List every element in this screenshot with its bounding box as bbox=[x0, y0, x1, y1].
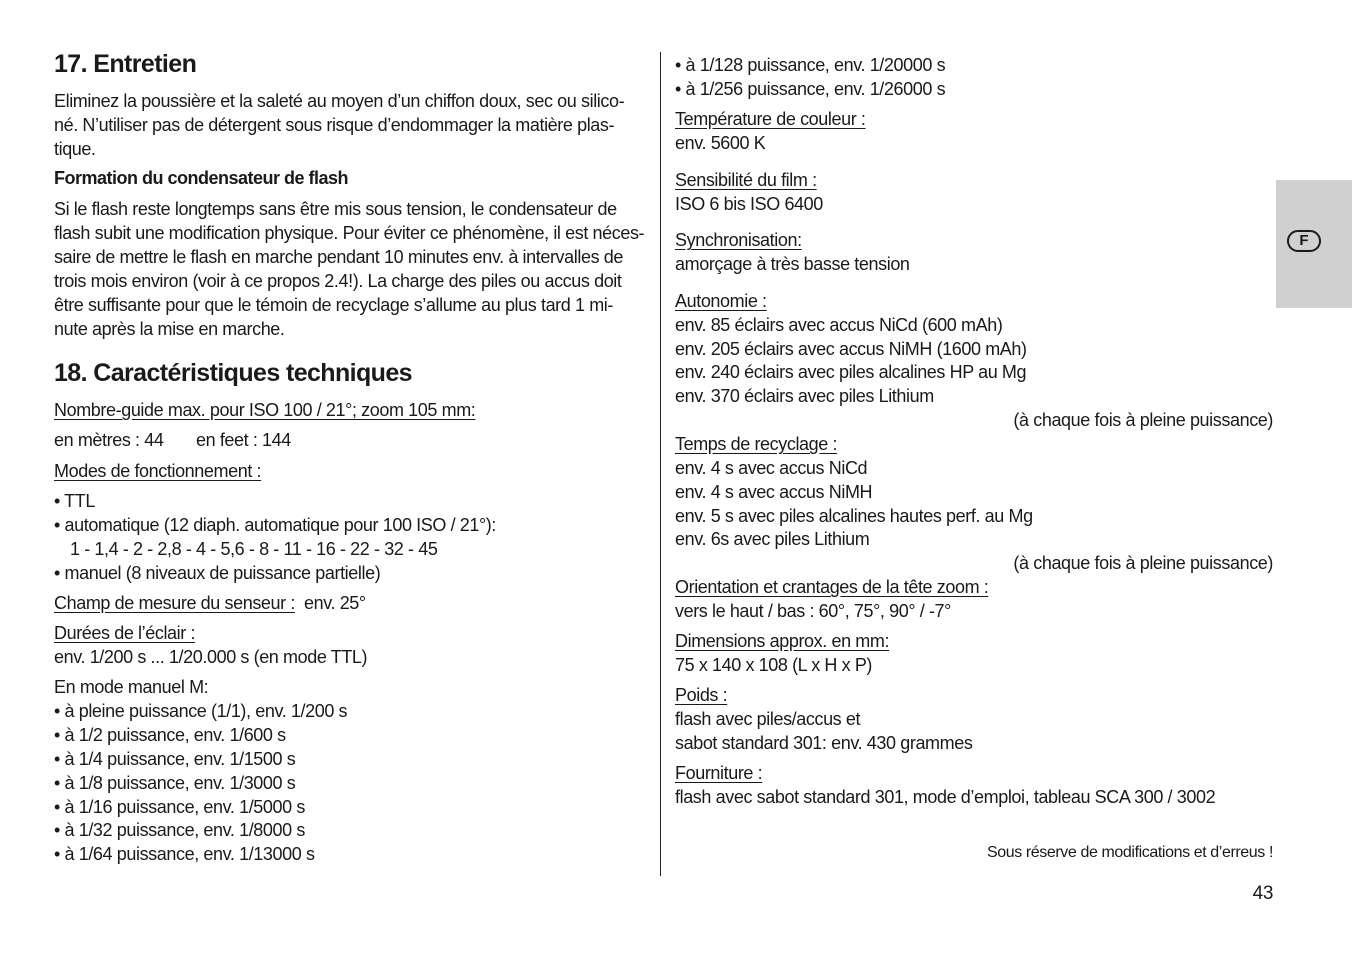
capacitor-line-3: saire de mettre le flash en marche pendant 10 minutes env. à intervalles de bbox=[54, 247, 624, 267]
page-number: 43 bbox=[1252, 883, 1273, 904]
sensor-field-value: env. 25° bbox=[304, 593, 366, 613]
manual-mode-label: En mode manuel M: bbox=[54, 677, 209, 697]
manual-item: • à 1/2 puissance, env. 1/600 s bbox=[54, 725, 286, 745]
sync-label: Synchronisation: bbox=[675, 230, 802, 250]
section-18-title: 18. Caractéristiques techniques bbox=[54, 359, 412, 387]
capacitor-line-2: flash subit une modification physique. Pour éviter ce phénomène, il est néces- bbox=[54, 223, 645, 243]
dimensions-label: Dimensions approx. en mm: bbox=[675, 631, 890, 651]
recycle-item: env. 4 s avec accus NiMH bbox=[675, 482, 873, 502]
flash-duration-value: env. 1/200 s ... 1/20.000 s (en mode TTL) bbox=[54, 647, 368, 667]
film-sensitivity-value: ISO 6 bis ISO 6400 bbox=[675, 194, 823, 214]
weight-label: Poids : bbox=[675, 685, 728, 705]
mode-item: • manuel (8 niveaux de puissance partielle) bbox=[54, 563, 381, 583]
autonomy-note: (à chaque fois à pleine puissance) bbox=[1013, 410, 1273, 430]
capacitor-subtitle: Formation du condensateur de flash bbox=[54, 168, 349, 188]
weight-item: flash avec piles/accus et bbox=[675, 709, 861, 729]
recycle-item: env. 6s avec piles Lithium bbox=[675, 529, 870, 549]
section-17-title: 17. Entretien bbox=[54, 50, 197, 78]
recycle-item: env. 5 s avec piles alcalines hautes perf. au Mg bbox=[675, 506, 1033, 526]
recycle-item: env. 4 s avec accus NiCd bbox=[675, 458, 868, 478]
guide-number-meters: en mètres : 44 bbox=[54, 430, 164, 450]
color-temperature-label: Température de couleur : bbox=[675, 109, 866, 129]
sensor-field-label: Champ de mesure du senseur : bbox=[54, 593, 295, 613]
maintenance-line-2: né. N’utiliser pas de détergent sous risque d’endommager la matière plas- bbox=[54, 115, 615, 135]
dimensions-value: 75 x 140 x 108 (L x H x P) bbox=[675, 655, 873, 675]
manual-item: • à 1/8 puissance, env. 1/3000 s bbox=[54, 773, 296, 793]
mode-item: • automatique (12 diaph. automatique pour 100 ISO / 21°): bbox=[54, 515, 496, 535]
weight-item: sabot standard 301: env. 430 grammes bbox=[675, 733, 973, 753]
manual-item: • à 1/64 puissance, env. 1/13000 s bbox=[54, 844, 315, 864]
maintenance-line-3: tique. bbox=[54, 139, 96, 159]
aperture-series: 1 - 1,4 - 2 - 2,8 - 4 - 5,6 - 8 - 11 - 16 - 22 - 32 - 45 bbox=[70, 539, 438, 559]
maintenance-line-1: Eliminez la poussière et la saleté au moyen d’un chiffon doux, sec ou silico- bbox=[54, 91, 625, 111]
manual-item: • à 1/32 puissance, env. 1/8000 s bbox=[54, 820, 305, 840]
film-sensitivity-label: Sensibilité du film : bbox=[675, 170, 817, 190]
manual-item: • à pleine puissance (1/1), env. 1/200 s bbox=[54, 701, 348, 721]
orientation-label: Orientation et crantages de la tête zoom : bbox=[675, 577, 989, 597]
guide-number-label: Nombre-guide max. pour ISO 100 / 21°; zoom 105 mm: bbox=[54, 400, 476, 420]
mode-item: • TTL bbox=[54, 491, 95, 511]
flash-duration-label: Durées de l’éclair : bbox=[54, 623, 196, 643]
autonomy-item: env. 240 éclairs avec piles alcalines HP au Mg bbox=[675, 362, 1027, 382]
recycle-note: (à chaque fois à pleine puissance) bbox=[1013, 553, 1273, 573]
orientation-value: vers le haut / bas : 60°, 75°, 90° / -7° bbox=[675, 601, 951, 621]
capacitor-line-1: Si le flash reste longtemps sans être mis sous tension, le condensateur de bbox=[54, 199, 617, 219]
manual-item: • à 1/4 puissance, env. 1/1500 s bbox=[54, 749, 296, 769]
sync-value: amorçage à très basse tension bbox=[675, 254, 910, 274]
autonomy-label: Autonomie : bbox=[675, 291, 767, 311]
modes-label: Modes de fonctionnement : bbox=[54, 461, 262, 481]
column-divider bbox=[660, 52, 661, 876]
supply-value: flash avec sabot standard 301, mode d’emploi, tableau SCA 300 / 3002 bbox=[675, 787, 1216, 807]
autonomy-item: env. 370 éclairs avec piles Lithium bbox=[675, 386, 934, 406]
autonomy-item: env. 205 éclairs avec accus NiMH (1600 mAh) bbox=[675, 339, 1027, 359]
manual-item-continued: • à 1/128 puissance, env. 1/20000 s bbox=[675, 55, 946, 75]
capacitor-line-6: nute après la mise en marche. bbox=[54, 319, 285, 339]
capacitor-line-5: être suffisante pour que le témoin de recyclage s’allume au plus tard 1 mi- bbox=[54, 295, 613, 315]
recycle-time-label: Temps de recyclage : bbox=[675, 434, 838, 454]
manual-item: • à 1/16 puissance, env. 1/5000 s bbox=[54, 797, 305, 817]
autonomy-item: env. 85 éclairs avec accus NiCd (600 mAh) bbox=[675, 315, 1003, 335]
color-temperature-value: env. 5600 K bbox=[675, 133, 766, 153]
manual-item-continued: • à 1/256 puissance, env. 1/26000 s bbox=[675, 79, 946, 99]
supply-label: Fourniture : bbox=[675, 763, 763, 783]
language-badge: F bbox=[1287, 230, 1321, 252]
disclaimer: Sous réserve de modifications et d’erreus ! bbox=[986, 844, 1273, 861]
capacitor-line-4: trois mois environ (voir à ce propos 2.4!). La charge des piles ou accus doit bbox=[54, 271, 622, 291]
guide-number-feet: en feet : 144 bbox=[196, 430, 291, 450]
